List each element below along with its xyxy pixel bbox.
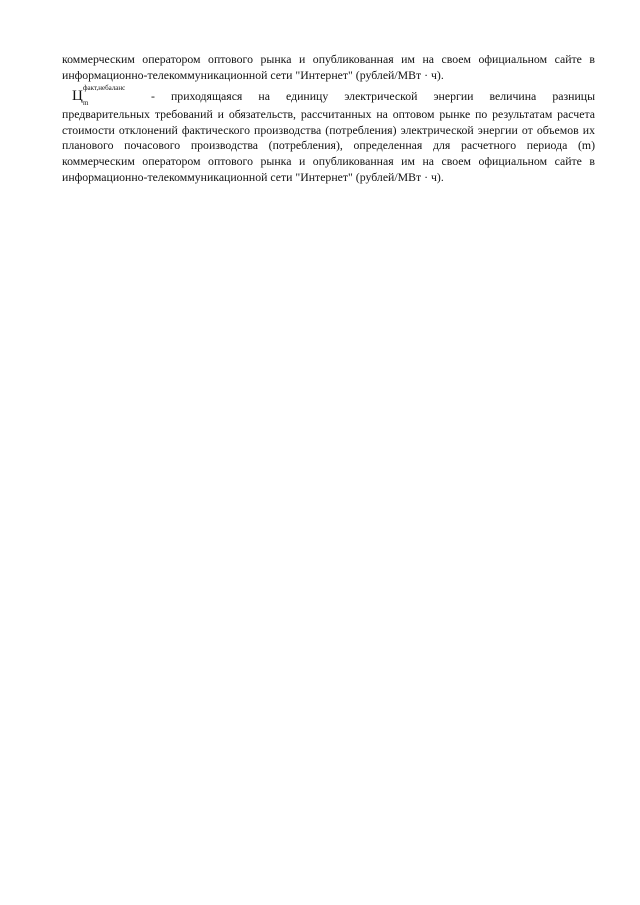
paragraph-2-lead: - приходящаяся на единицу электрической энергии величина разницы bbox=[151, 89, 595, 104]
paragraph-2: предварительных требований и обязательств, рассчитанных на оптовом рынке по результатам расчета стоимости отклонений фактического производства (потребления) электрической энергии от объемов их планового почасового производства (потребления), определенная для расчетного периода (m) коммерческим оператором оптового рынка и опубликованная им на своем официальном сайте в информационно-телекоммуникационной сети "Интернет" (рублей/МВт · ч). bbox=[62, 107, 595, 184]
formula-main-symbol: Ц bbox=[72, 88, 83, 105]
formula-subscript: m bbox=[83, 99, 89, 108]
formula-symbol bbox=[72, 84, 126, 108]
formula-superscript: факт,небаланс bbox=[83, 84, 126, 93]
document-page bbox=[62, 52, 595, 185]
formula-line bbox=[62, 85, 595, 107]
paragraph-1: коммерческим оператором оптового рынка и опубликованная им на своем официальном сайте в информационно-телекоммуникационной сети "Интернет" (рублей/МВт · ч). bbox=[62, 52, 595, 82]
